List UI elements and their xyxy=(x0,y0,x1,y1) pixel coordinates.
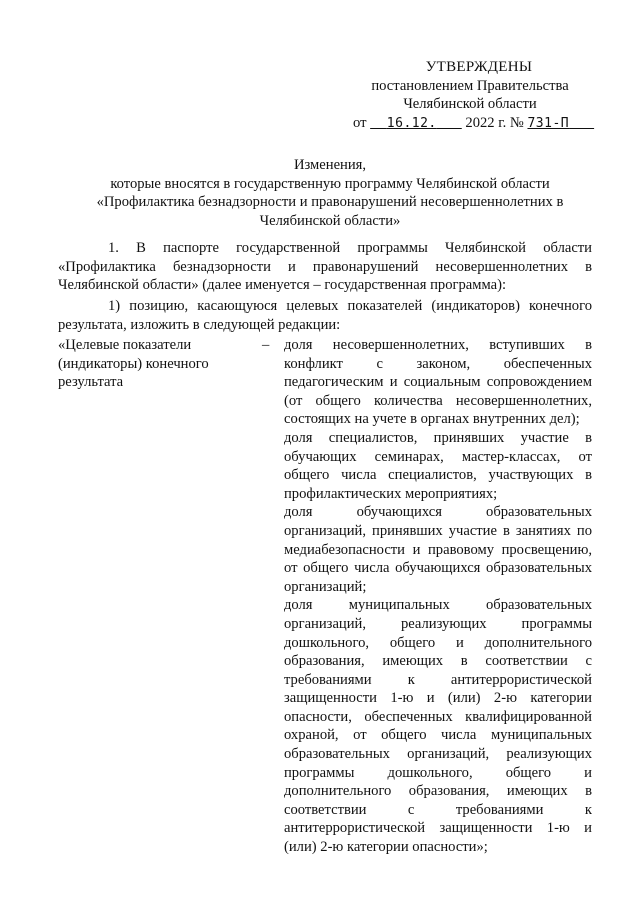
indicator-item: доля обучающихся образовательных организаций, принявших участие в занятиях по медиабезопасности и правовому просвещению, от общего числа обучающихся образовательных организаций; xyxy=(284,504,592,595)
document-heading xyxy=(70,156,590,230)
approval-date-line xyxy=(350,114,590,134)
indicator-item: доля несовершеннолетних, вступивших в конфликт с законом, обеспеченных педагогическим и социальным сопровождением (от общего количества несовершеннолетних, состоящих на учете в органах внутренних дел); xyxy=(284,337,592,428)
heading-line-2: которые вносятся в государственную программу Челябинской области xyxy=(110,175,550,192)
heading-line-3: «Профилактика безнадзорности и правонарушений несовершеннолетних в xyxy=(96,194,564,211)
year-text: 2022 г. № xyxy=(465,114,524,131)
heading-line-4: Челябинской области» xyxy=(259,212,401,229)
table-dash: – xyxy=(262,337,270,353)
approval-block xyxy=(350,58,590,133)
handwritten-date: 16.12. xyxy=(386,115,437,131)
indicators-list xyxy=(284,336,592,857)
indicator-item: доля муниципальных образовательных организаций, реализующих программы дошкольного, общего и дополнительного образования, имеющих в соответствии с требованиями к антитеррористической защищенности 1-ю и (или) 2-ю категории опасности, обеспеченных квалифицированной охраной, от общего числа муниципальных образовательных организаций, реализующих программы дошкольного, общего и дополнительного образования, имеющих в соответствии с требованиями к антитеррористической защищенности 1-ю и (или) 2-ю категории опасности»; xyxy=(284,597,592,856)
date-prefix: от xyxy=(353,114,367,131)
heading-line-1: Изменения, xyxy=(293,157,367,173)
indicators-label: «Целевые показатели (индикаторы) конечного результата xyxy=(58,337,209,391)
approval-title: УТВЕРЖДЕНЫ xyxy=(425,59,533,75)
indicator-item: доля специалистов, принявших участие в обучающих семинарах, мастер-классах, от общего числа специалистов, участвующих в профилактических мероприятиях; xyxy=(284,429,592,502)
handwritten-number: 731-П xyxy=(527,115,570,131)
approval-line-1: постановлением Правительства xyxy=(371,77,569,94)
approval-line-2: Челябинской области xyxy=(403,96,537,113)
paragraph-2: 1) позицию, касающуюся целевых показателей (индикаторов) конечного результата, изложить в следующей редакции: xyxy=(58,298,592,333)
paragraph-1: 1. В паспорте государственной программы Челябинской области «Профилактика безнадзорности и правонарушений несовершеннолетних в Челябинской области» (далее именуется – государственная программа): xyxy=(58,240,592,294)
